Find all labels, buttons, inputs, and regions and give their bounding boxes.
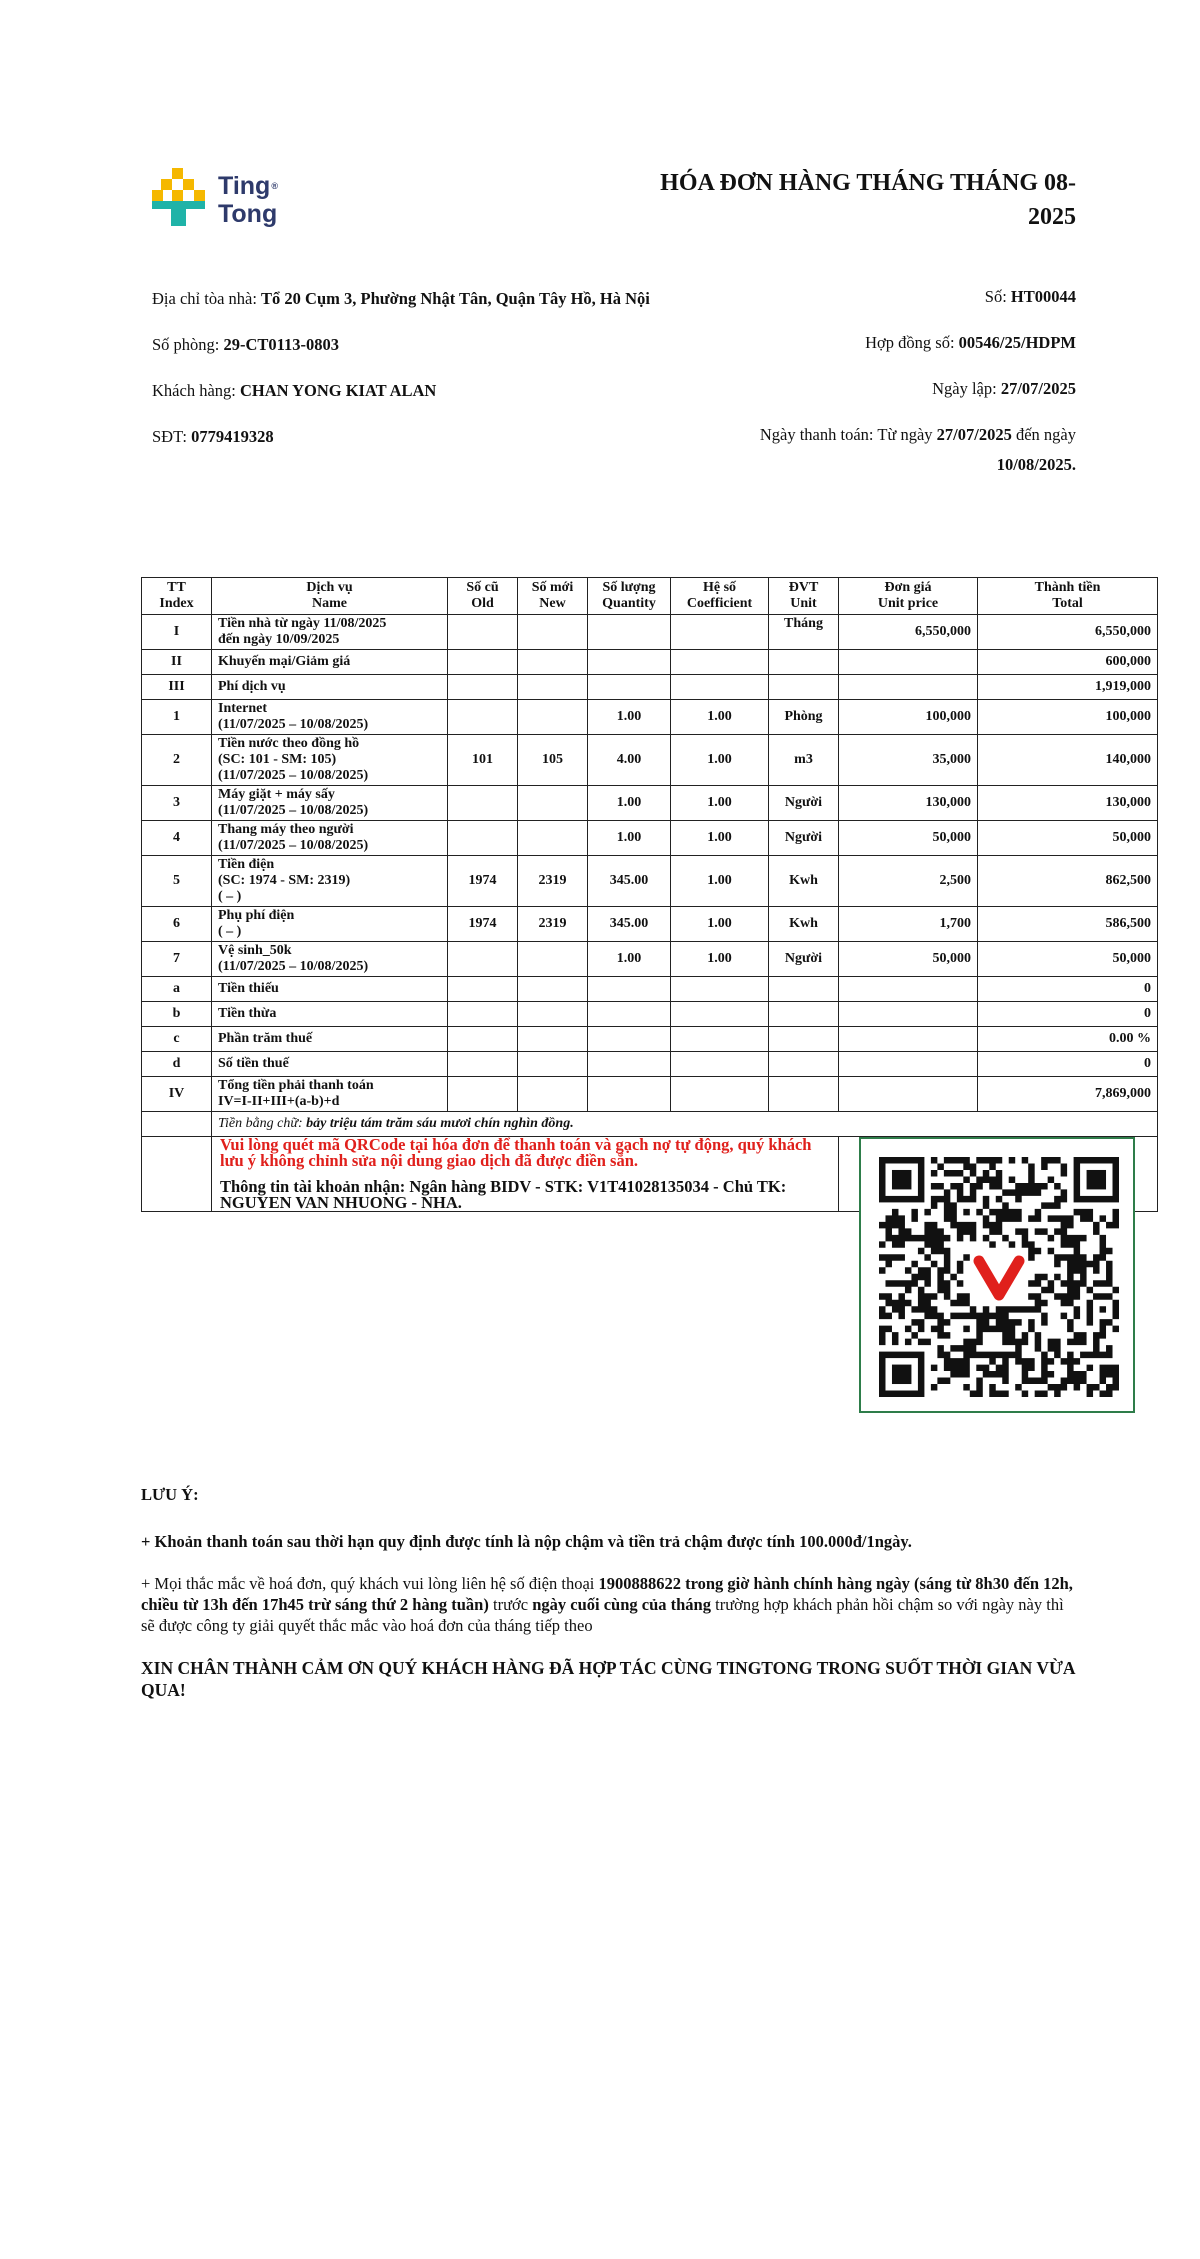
cell-price (839, 1077, 978, 1112)
table-row (142, 856, 1158, 907)
cell-unit: Người (769, 821, 839, 856)
table-row (142, 675, 1158, 700)
cell-idx: 4 (142, 821, 212, 856)
customer-phone: SĐT: 0779419328 (152, 427, 274, 446)
cell-total: 586,500 (978, 907, 1158, 942)
cell-new (518, 615, 588, 650)
table-row (142, 977, 1158, 1002)
cell-new (518, 942, 588, 977)
contract-number: Hợp đồng số: 00546/25/HDPM (865, 333, 1076, 352)
cell-unit (769, 650, 839, 675)
table-header-row (142, 578, 1158, 615)
cell-total: 50,000 (978, 942, 1158, 977)
cell-unit: Người (769, 786, 839, 821)
table-row (142, 821, 1158, 856)
cell-qty: 345.00 (588, 856, 671, 907)
column-header: Đơn giá Unit price (839, 578, 978, 615)
cell-new: 2319 (518, 856, 588, 907)
cell-old: 1974 (448, 907, 518, 942)
cell-total: 50,000 (978, 821, 1158, 856)
cell-old (448, 821, 518, 856)
qr-notice: Vui lòng quét mã QRCode tại hóa đơn để thanh toán và gạch nợ tự động, quý khách lưu ý không chỉnh sửa nội dung giao dịch đã được điền sẵn. (220, 1135, 812, 1170)
cell-qty (588, 675, 671, 700)
cell-price (839, 977, 978, 1002)
building-address: Địa chỉ tòa nhà: Tổ 20 Cụm 3, Phường Nhật Tân, Quận Tây Hồ, Hà Nội (152, 289, 650, 308)
cell-price (839, 1027, 978, 1052)
invoice-meta (556, 282, 1076, 496)
cell-unit (769, 675, 839, 700)
cell-idx: III (142, 675, 212, 700)
table-row (142, 615, 1158, 650)
cell-qty: 1.00 (588, 942, 671, 977)
cell-qty (588, 977, 671, 1002)
contact-note: + Mọi thắc mắc về hoá đơn, quý khách vui lòng liên hệ số điện thoại 1900888622 trong giờ hành chính hàng ngày (sáng từ 8h30 đến 12h, chiều từ 13h đến 17h45 trừ sáng thứ 2 hàng tuần) trước ngày cuối cùng của tháng trường hợp khách phản hồi chậm so với ngày này thì sẽ được công ty giải quyết thắc mắc vào hoá đơn của tháng tiếp theo (141, 1574, 1073, 1635)
cell-idx: d (142, 1052, 212, 1077)
cell-old (448, 1077, 518, 1112)
cell-unit (769, 1002, 839, 1027)
cell-coef (671, 1052, 769, 1077)
cell-old (448, 615, 518, 650)
amount-in-words: Tiền bằng chữ: bảy triệu tám trăm sáu mươi chín nghìn đồng. (212, 1112, 1158, 1137)
payment-row (142, 1137, 1158, 1212)
cell-old (448, 675, 518, 700)
cell-new: 105 (518, 735, 588, 786)
cell-total: 0 (978, 1002, 1158, 1027)
cell-old (448, 942, 518, 977)
table-row (142, 1002, 1158, 1027)
logo-text: Ting® Tong (218, 172, 278, 228)
cell-qty (588, 1052, 671, 1077)
cell-total: 0.00 % (978, 1027, 1158, 1052)
cell-qty: 4.00 (588, 735, 671, 786)
cell-new (518, 1077, 588, 1112)
table-row (142, 1077, 1158, 1112)
table-row (142, 700, 1158, 735)
cell-total: 600,000 (978, 650, 1158, 675)
cell-name: Máy giặt + máy sấy (11/07/2025 – 10/08/2025) (212, 786, 448, 821)
column-header: Số cũ Old (448, 578, 518, 615)
cell-idx: c (142, 1027, 212, 1052)
cell-old (448, 1002, 518, 1027)
cell-coef (671, 1077, 769, 1112)
cell-price: 2,500 (839, 856, 978, 907)
table-row (142, 650, 1158, 675)
cell-coef: 1.00 (671, 856, 769, 907)
cell-name: Thang máy theo người (11/07/2025 – 10/08/2025) (212, 821, 448, 856)
cell-coef: 1.00 (671, 735, 769, 786)
cell-price: 100,000 (839, 700, 978, 735)
cell-name: Khuyến mại/Giảm giá (212, 650, 448, 675)
cell-coef (671, 977, 769, 1002)
cell-old (448, 1027, 518, 1052)
cell-total: 100,000 (978, 700, 1158, 735)
cell-idx: I (142, 615, 212, 650)
payment-period: Ngày thanh toán: Từ ngày 27/07/2025 đến ngày 10/08/2025. (759, 425, 1076, 474)
table-row (142, 735, 1158, 786)
cell-name: Phụ phí điện ( – ) (212, 907, 448, 942)
cell-unit: Kwh (769, 907, 839, 942)
cell-coef (671, 1027, 769, 1052)
cell-coef (671, 1002, 769, 1027)
cell-unit: Tháng (769, 615, 839, 650)
cell-total: 0 (978, 977, 1158, 1002)
cell-qty (588, 1002, 671, 1027)
cell-coef (671, 650, 769, 675)
table-row (142, 1052, 1158, 1077)
column-header: Số lượng Quantity (588, 578, 671, 615)
cell-qty: 1.00 (588, 786, 671, 821)
cell-name: Tiền thiếu (212, 977, 448, 1002)
cell-unit (769, 1077, 839, 1112)
cell-idx: 5 (142, 856, 212, 907)
cell-coef: 1.00 (671, 942, 769, 977)
cell-price (839, 650, 978, 675)
column-header: Hệ số Coefficient (671, 578, 769, 615)
cell-qty (588, 615, 671, 650)
cell-price: 35,000 (839, 735, 978, 786)
cell-idx: II (142, 650, 212, 675)
table-row (142, 786, 1158, 821)
cell-unit (769, 1052, 839, 1077)
notes-section (141, 1484, 1081, 1722)
cell-qty: 1.00 (588, 700, 671, 735)
room-number: Số phòng: 29-CT0113-0803 (152, 335, 340, 354)
cell-total: 7,869,000 (978, 1077, 1158, 1112)
company-logo (152, 168, 297, 230)
cell-coef (671, 675, 769, 700)
logo-mark-icon (152, 168, 214, 230)
cell-idx: 6 (142, 907, 212, 942)
cell-idx: 2 (142, 735, 212, 786)
cell-old: 101 (448, 735, 518, 786)
cell-price (839, 1052, 978, 1077)
cell-unit: Người (769, 942, 839, 977)
cell-name: Tiền nhà từ ngày 11/08/2025 đến ngày 10/09/2025 (212, 615, 448, 650)
cell-new (518, 977, 588, 1002)
cell-new (518, 821, 588, 856)
cell-qty (588, 1077, 671, 1112)
late-payment-note: + Khoản thanh toán sau thời hạn quy định được tính là nộp chậm và tiền trả chậm được tính 100.000đ/1ngày. (141, 1532, 912, 1551)
cell-name: Phần trăm thuế (212, 1027, 448, 1052)
cell-total: 6,550,000 (978, 615, 1158, 650)
cell-old (448, 700, 518, 735)
cell-qty: 345.00 (588, 907, 671, 942)
column-header: ĐVT Unit (769, 578, 839, 615)
cell-name: Internet (11/07/2025 – 10/08/2025) (212, 700, 448, 735)
cell-total: 1,919,000 (978, 675, 1158, 700)
cell-total: 140,000 (978, 735, 1158, 786)
cell-new (518, 1052, 588, 1077)
cell-new (518, 786, 588, 821)
cell-new: 2319 (518, 907, 588, 942)
cell-name: Số tiền thuế (212, 1052, 448, 1077)
cell-coef: 1.00 (671, 907, 769, 942)
cell-price: 1,700 (839, 907, 978, 942)
cell-total: 862,500 (978, 856, 1158, 907)
cell-new (518, 650, 588, 675)
payment-instructions (212, 1137, 839, 1212)
column-header: TT Index (142, 578, 212, 615)
cell-coef: 1.00 (671, 786, 769, 821)
cell-old (448, 977, 518, 1002)
cell-new (518, 675, 588, 700)
cell-price: 50,000 (839, 821, 978, 856)
cell-total: 130,000 (978, 786, 1158, 821)
payment-qr-code (859, 1137, 1135, 1413)
invoice-table (141, 577, 1158, 1212)
cell-unit: m3 (769, 735, 839, 786)
cell-unit (769, 1027, 839, 1052)
cell-coef: 1.00 (671, 700, 769, 735)
cell-qty (588, 650, 671, 675)
customer-name: Khách hàng: CHAN YONG KIAT ALAN (152, 381, 437, 400)
amount-in-words-row (142, 1112, 1158, 1137)
cell-coef: 1.00 (671, 821, 769, 856)
cell-name: Vệ sinh_50k (11/07/2025 – 10/08/2025) (212, 942, 448, 977)
cell-name: Tiền nước theo đồng hồ (SC: 101 - SM: 105) (11/07/2025 – 10/08/2025) (212, 735, 448, 786)
qr-code-icon (879, 1157, 1119, 1397)
cell-idx: 1 (142, 700, 212, 735)
cell-price: 50,000 (839, 942, 978, 977)
cell-unit (769, 977, 839, 1002)
cell-old (448, 786, 518, 821)
cell-qty (588, 1027, 671, 1052)
cell-unit: Kwh (769, 856, 839, 907)
table-row (142, 942, 1158, 977)
column-header: Dịch vụ Name (212, 578, 448, 615)
cell-old (448, 650, 518, 675)
cell-idx: a (142, 977, 212, 1002)
cell-qty: 1.00 (588, 821, 671, 856)
table-row (142, 907, 1158, 942)
table-row (142, 1027, 1158, 1052)
cell-name: Tổng tiền phải thanh toán IV=I-II+III+(a-b)+d (212, 1077, 448, 1112)
cell-price (839, 1002, 978, 1027)
cell-name: Tiền điện (SC: 1974 - SM: 2319) ( – ) (212, 856, 448, 907)
cell-old: 1974 (448, 856, 518, 907)
notes-heading: LƯU Ý: (141, 1485, 199, 1504)
issue-date: Ngày lập: 27/07/2025 (932, 379, 1076, 398)
cell-idx: 7 (142, 942, 212, 977)
cell-new (518, 1027, 588, 1052)
cell-old (448, 1052, 518, 1077)
cell-price (839, 675, 978, 700)
cell-new (518, 700, 588, 735)
cell-idx: b (142, 1002, 212, 1027)
cell-idx: IV (142, 1077, 212, 1112)
cell-new (518, 1002, 588, 1027)
thank-you-note: XIN CHÂN THÀNH CẢM ƠN QUÝ KHÁCH HÀNG ĐÃ HỢP TÁC CÙNG TINGTONG TRONG SUỐT THỜI GIAN VỪA QUA! (141, 1658, 1075, 1700)
invoice-title: HÓA ĐƠN HÀNG THÁNG THÁNG 08-2025 (660, 170, 1076, 230)
invoice-number: Số: HT00044 (984, 287, 1076, 306)
cell-price: 130,000 (839, 786, 978, 821)
cell-name: Tiền thừa (212, 1002, 448, 1027)
column-header: Thành tiền Total (978, 578, 1158, 615)
column-header: Số mới New (518, 578, 588, 615)
account-info: Thông tin tài khoản nhận: Ngân hàng BIDV - STK: V1T41028135034 - Chủ TK: NGUYEN VAN NHUONG - NHA. (220, 1177, 787, 1212)
cell-name: Phí dịch vụ (212, 675, 448, 700)
cell-idx: 3 (142, 786, 212, 821)
cell-total: 0 (978, 1052, 1158, 1077)
cell-coef (671, 615, 769, 650)
cell-price: 6,550,000 (839, 615, 978, 650)
cell-unit: Phòng (769, 700, 839, 735)
